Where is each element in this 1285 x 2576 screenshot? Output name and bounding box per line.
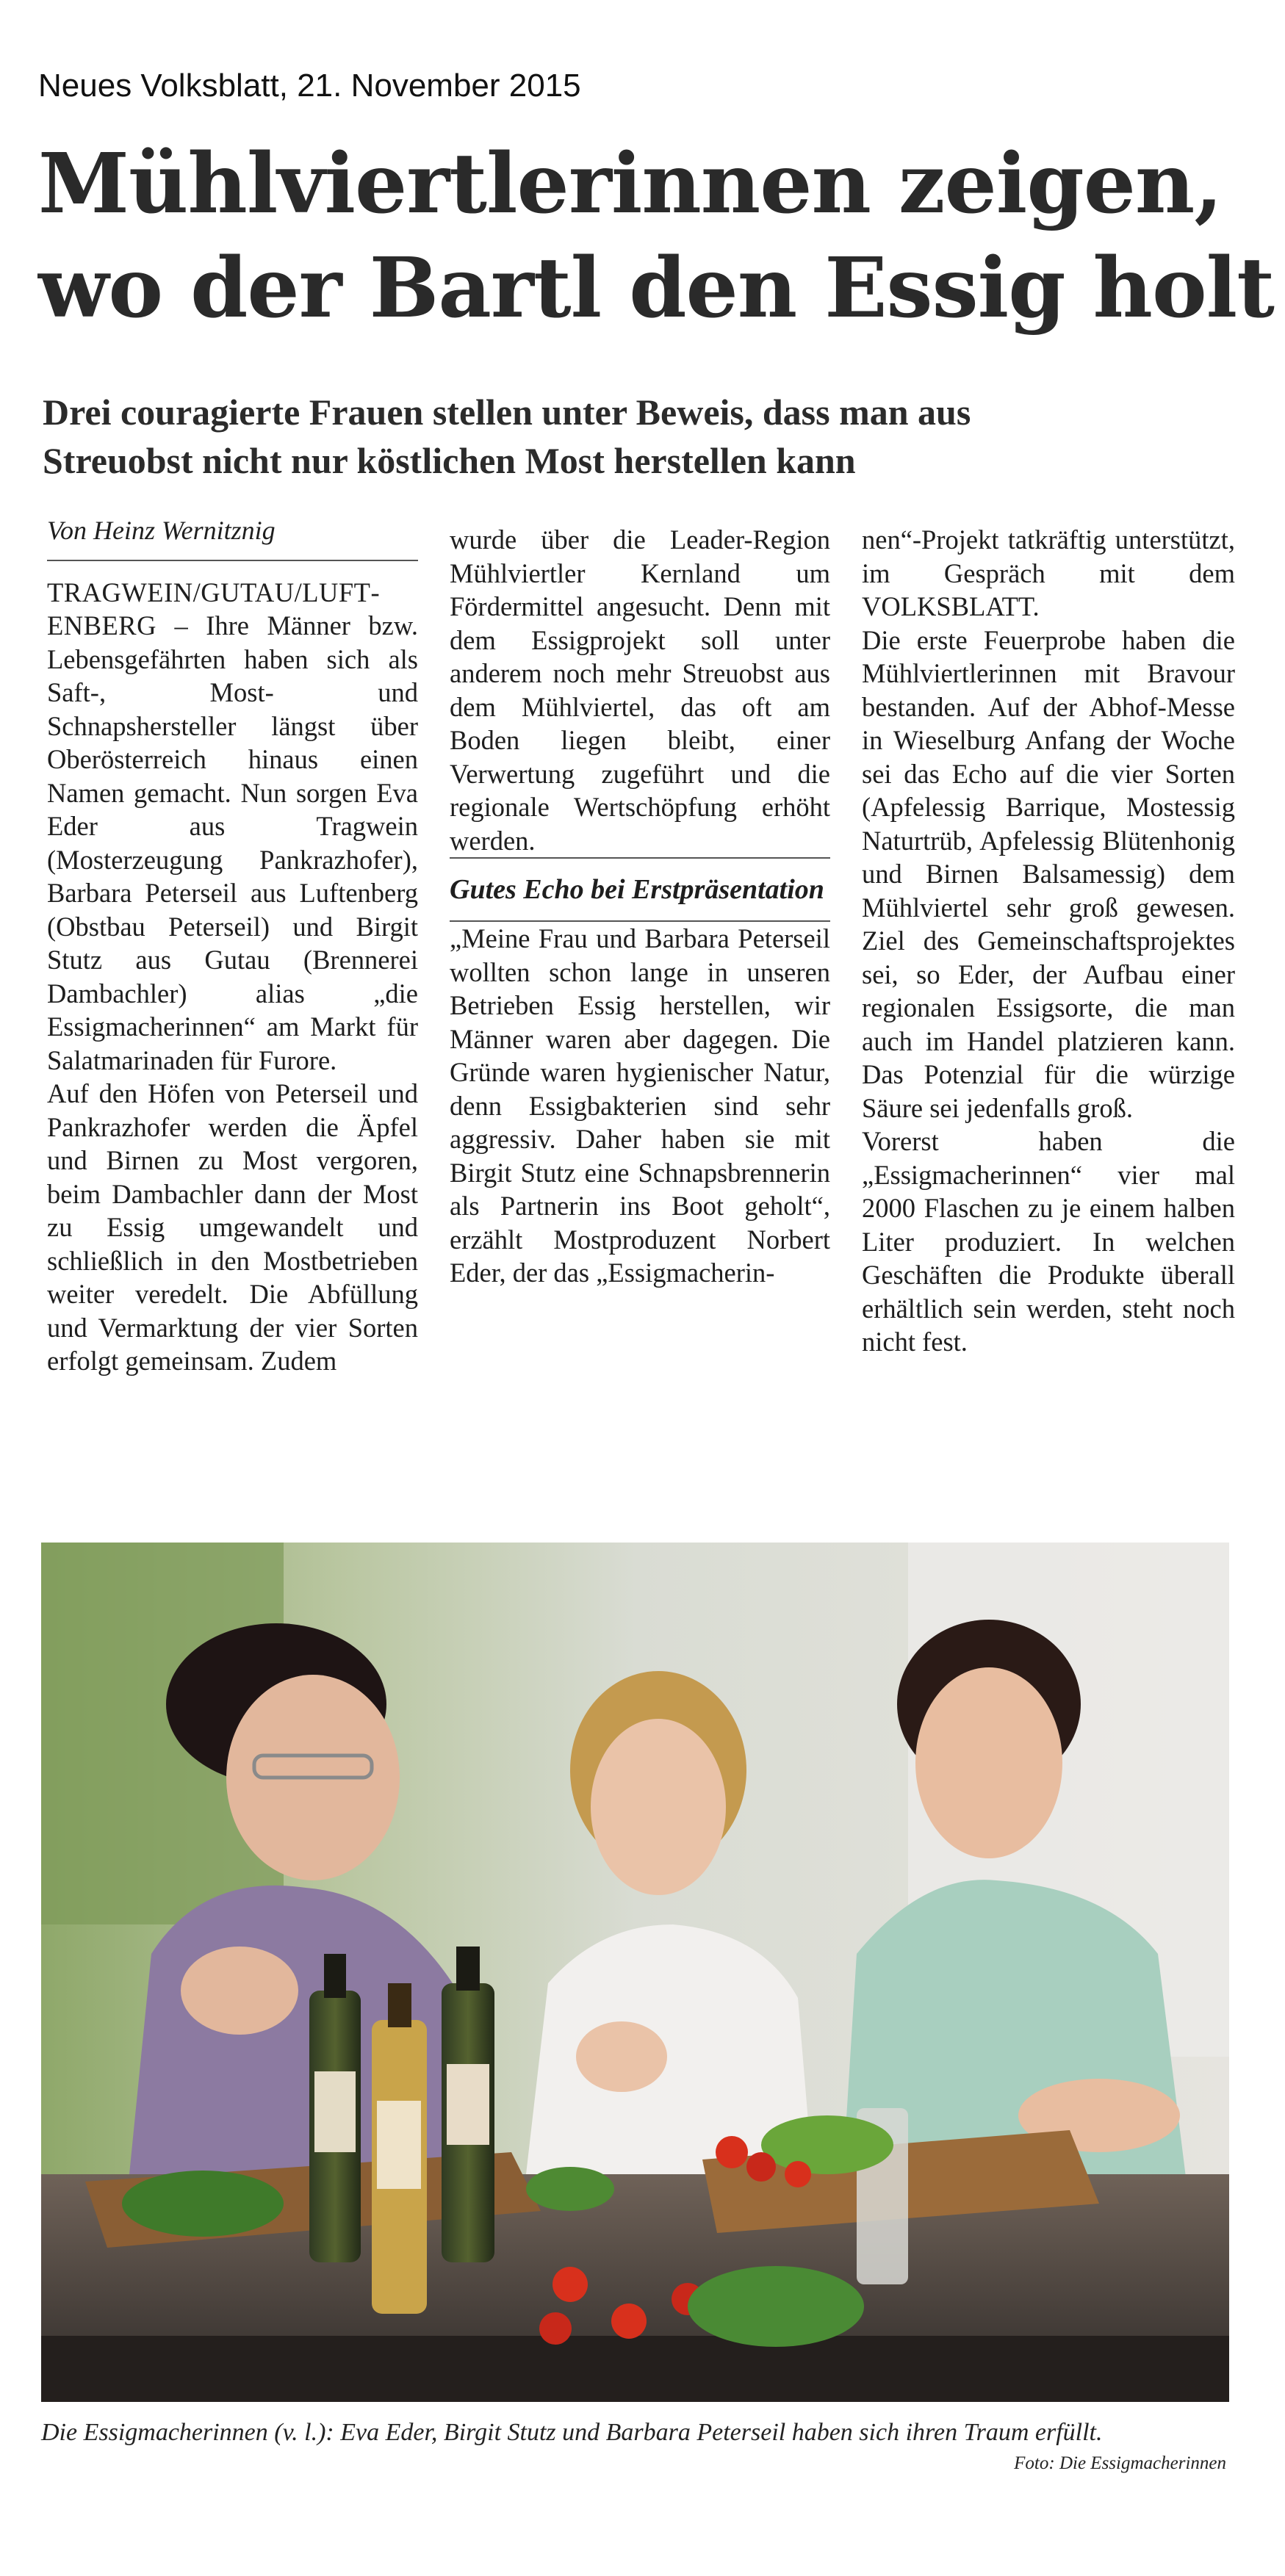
paragraph: Auf den Höfen von Peterseil und Pankrazhofer werden die Äpfel und Birnen zu Most vergoren, beim Dambachler dann der Most zu Essig umgewandelt und schließlich in den Mostbetrieben weiter veredelt. Die Abfüllung und Vermarktung der vier Sorten erfolgt gemeinsam. Zudem xyxy=(47,1078,418,1376)
dateline: TRAGWEIN/GUTAU/LUFTENBERG xyxy=(47,577,380,641)
paragraph: „Meine Frau und Barbara Peterseil wollten schon lange in unseren Betrieben Essig herstellen, wir Männer waren aber dagegen. Die Gründe waren hygienischer Natur, denn Essigbakterien sind sehr aggressiv. Daher haben sie mit Birgit Stutz eine Schnapsbrennerin als Partnerin ins Boot geholt“, erzählt Mostproduzent Norbert Eder, der das „Essigmacherin- xyxy=(450,923,830,1288)
paragraph: wurde über die Leader-Region Mühlviertler Kernland um Fördermittel angesucht. Denn mit dem Essigprojekt soll unter anderem noch mehr Streuobst aus dem Mühlviertel, das oft am Boden liegen bleibt, einer Verwertung zugeführt und die regionale Wertschöpfung erhöht werden. xyxy=(450,524,830,856)
source-line: Neues Volksblatt, 21. November 2015 xyxy=(38,68,581,104)
subheadline xyxy=(43,388,1248,485)
headline-line-1: Mühlviertlerinnen zeigen, xyxy=(38,136,1223,232)
paragraph: Die erste Feuerprobe haben die Mühlviertlerinnen mit Bravour bestanden. Auf der Abhof-Messe in Wieselburg Anfang der Woche sei das Echo auf die vier Sorten (Apfelessig Barrique, Mostessig Naturtrüb, Apfelessig Blütenhonig und Birnen Balsamessig) dem Mühlviertel sehr groß gewesen. Ziel des Gemeinschaftsprojektes sei, so Eder, der Aufbau einer regionalen Essigsorte, die man auch im Handel platzieren kann. Das Potenzial für die würzige Säure sei jedenfalls groß. xyxy=(862,624,1235,1123)
section-subtitle: Gutes Echo bei Erstpräsentation xyxy=(450,857,830,922)
byline: Von Heinz Wernitznig xyxy=(47,514,418,561)
paragraph-text: – Ihre Männer bzw. Lebensgefährten haben sich als Saft-, Most- und Schnapshersteller längst über Oberösterreich hinaus einen Namen gemacht. Nun sorgen Eva Eder aus Tragwein (Mosterzeugung Pankrazhofer), Barbara Peterseil aus Luftenberg (Obstbau Peterseil) und Birgit Stutz aus Gutau (Brennerei Dambachler) alias „die Essigmacherinnen“ am Markt für Salatmarinaden für Furore. xyxy=(47,610,418,1075)
article-column-2 xyxy=(450,523,830,1290)
subheadline-line-2: Streuobst nicht nur köstlichen Most herstellen kann xyxy=(43,440,856,481)
paragraph: Vorerst haben die „Essigmacherinnen“ vier mal 2000 Flaschen zu je einem halben Liter produziert. In welchen Geschäften die Produkte überall erhältlich sein werden, steht noch nicht fest. xyxy=(862,1126,1235,1357)
photo-credit: Foto: Die Essigmacherinnen xyxy=(1014,2453,1226,2473)
article-column-1 xyxy=(47,514,418,1378)
subheadline-line-1: Drei couragierte Frauen stellen unter Beweis, dass man aus xyxy=(43,392,971,433)
article-photo xyxy=(41,1543,1229,2402)
paragraph xyxy=(47,576,418,1078)
paragraph: nen“-Projekt tatkräftig unterstützt, im Gespräch mit dem VOLKSBLATT. xyxy=(862,524,1235,621)
headline-line-2: wo der Bartl den Essig holt xyxy=(38,240,1274,336)
article-column-3 xyxy=(862,523,1235,1359)
headline xyxy=(38,132,1274,341)
photo-caption: Die Essigmacherinnen (v. l.): Eva Eder, Birgit Stutz und Barbara Peterseil haben sich ihren Traum erfüllt. xyxy=(41,2419,1103,2446)
